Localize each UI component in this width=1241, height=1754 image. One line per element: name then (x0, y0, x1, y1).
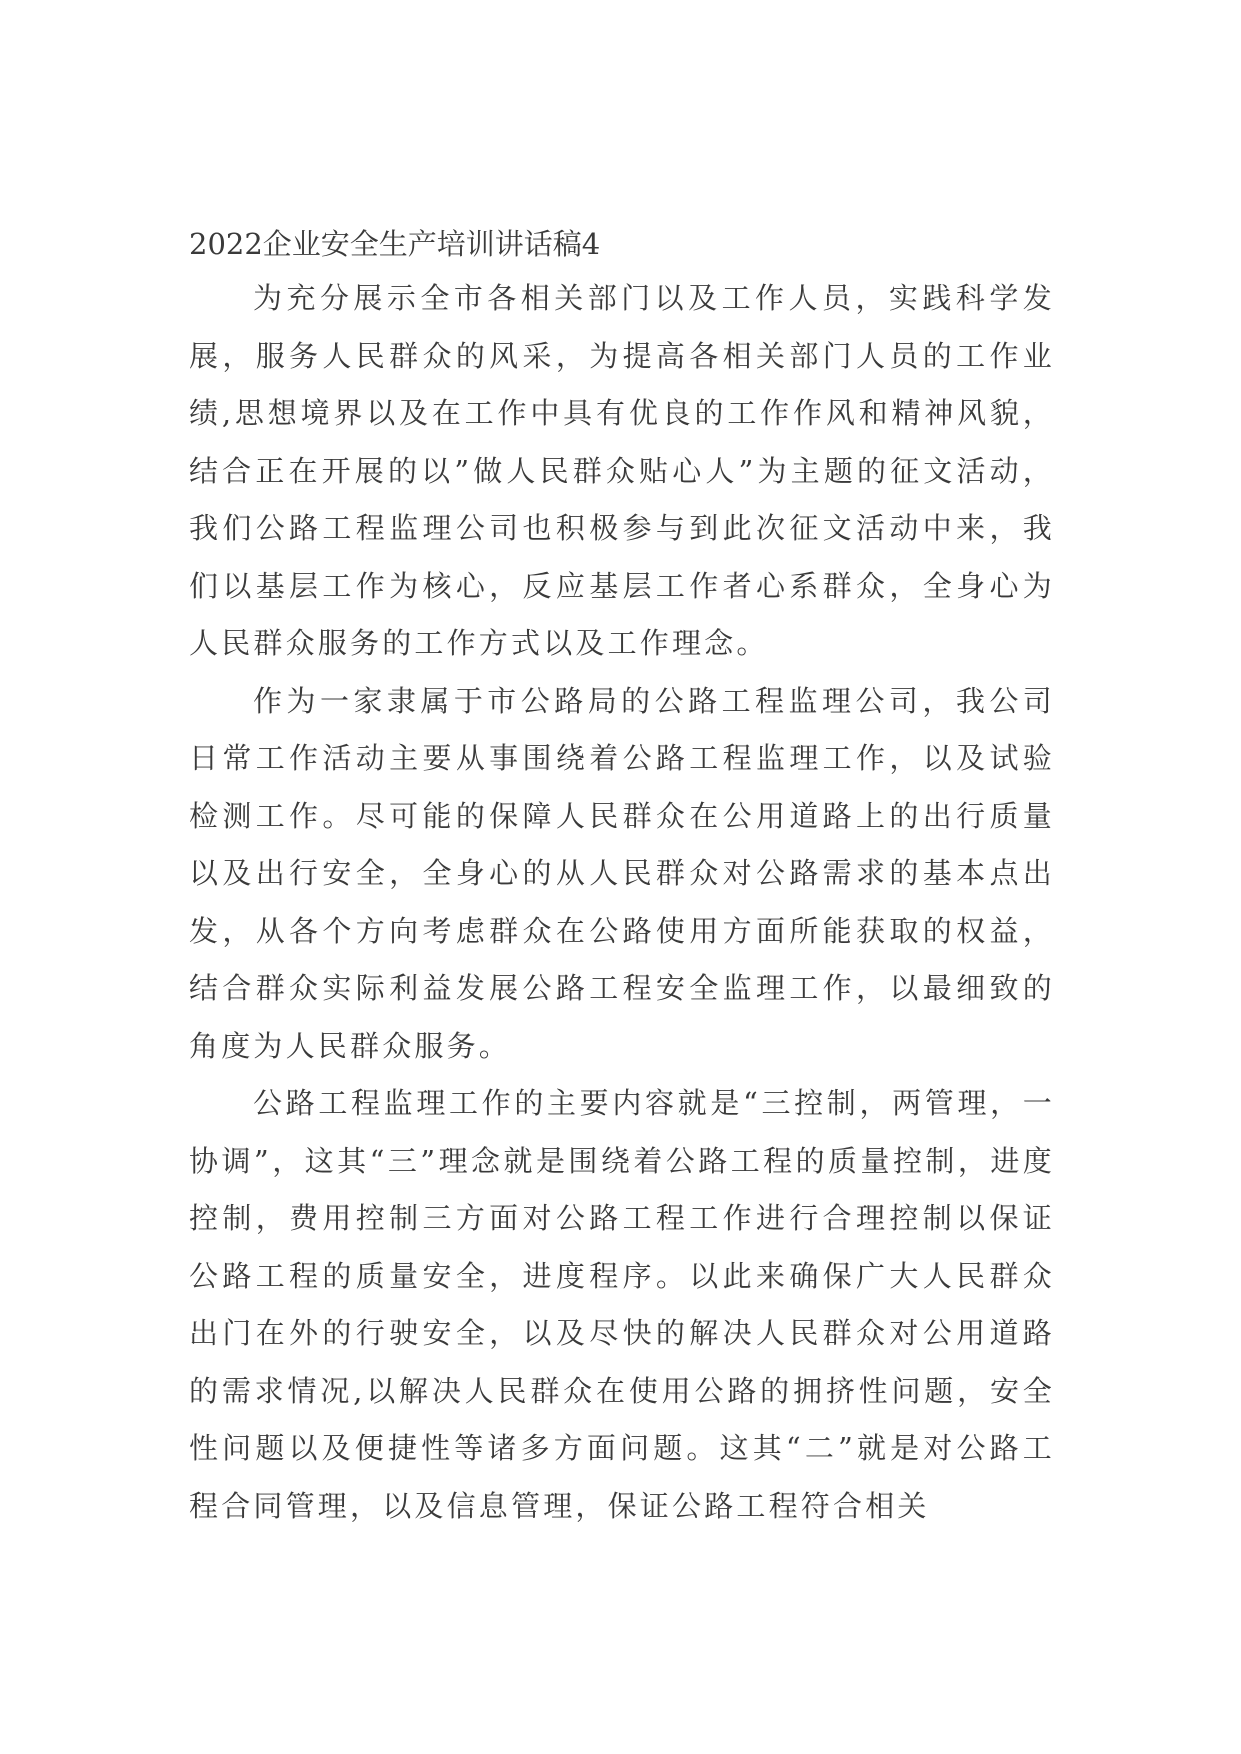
document-title: 2022企业安全生产培训讲话稿4 (189, 227, 601, 261)
paragraph-3: 公路工程监理工作的主要内容就是“三控制，两管理，一协调”，这其“三”理念就是围绕着公路工程的质量控制，进度控制，费用控制三方面对公路工程工作进行合理控制以保证公路工程的质量安全，进度程序。以此来确保广大人民群众出门在外的行驶安全，以及尽快的解决人民群众对公用道路的需求情况,以解决人民群众在使用公路的拥挤性问题，安全性问题以及便捷性等诸多方面问题。这其“二”就是对公路工程合同管理，以及信息管理，保证公路工程符合相关 (189, 1086, 1055, 1523)
paragraph-1: 为充分展示全市各相关部门以及工作人员，实践科学发展，服务人民群众的风采，为提高各相关部门人员的工作业绩,思想境界以及在工作中具有优良的工作作风和精神风貌，结合正在开展的以”做人民群众贴心人”为主题的征文活动，我们公路工程监理公司也积极参与到此次征文活动中来，我们以基层工作为核心，反应基层工作者心系群众，全身心为人民群众服务的工作方式以及工作理念。 (189, 281, 1055, 660)
document-body (189, 218, 1055, 1535)
paragraph-2: 作为一家隶属于市公路局的公路工程监理公司，我公司日常工作活动主要从事围绕着公路工程监理工作，以及试验检测工作。尽可能的保障人民群众在公用道路上的出行质量以及出行安全，全身心的从人民群众对公路需求的基本点出发，从各个方向考虑群众在公路使用方面所能获取的权益，结合群众实际利益发展公路工程安全监理工作，以最细致的角度为人民群众服务。 (189, 683, 1055, 1063)
